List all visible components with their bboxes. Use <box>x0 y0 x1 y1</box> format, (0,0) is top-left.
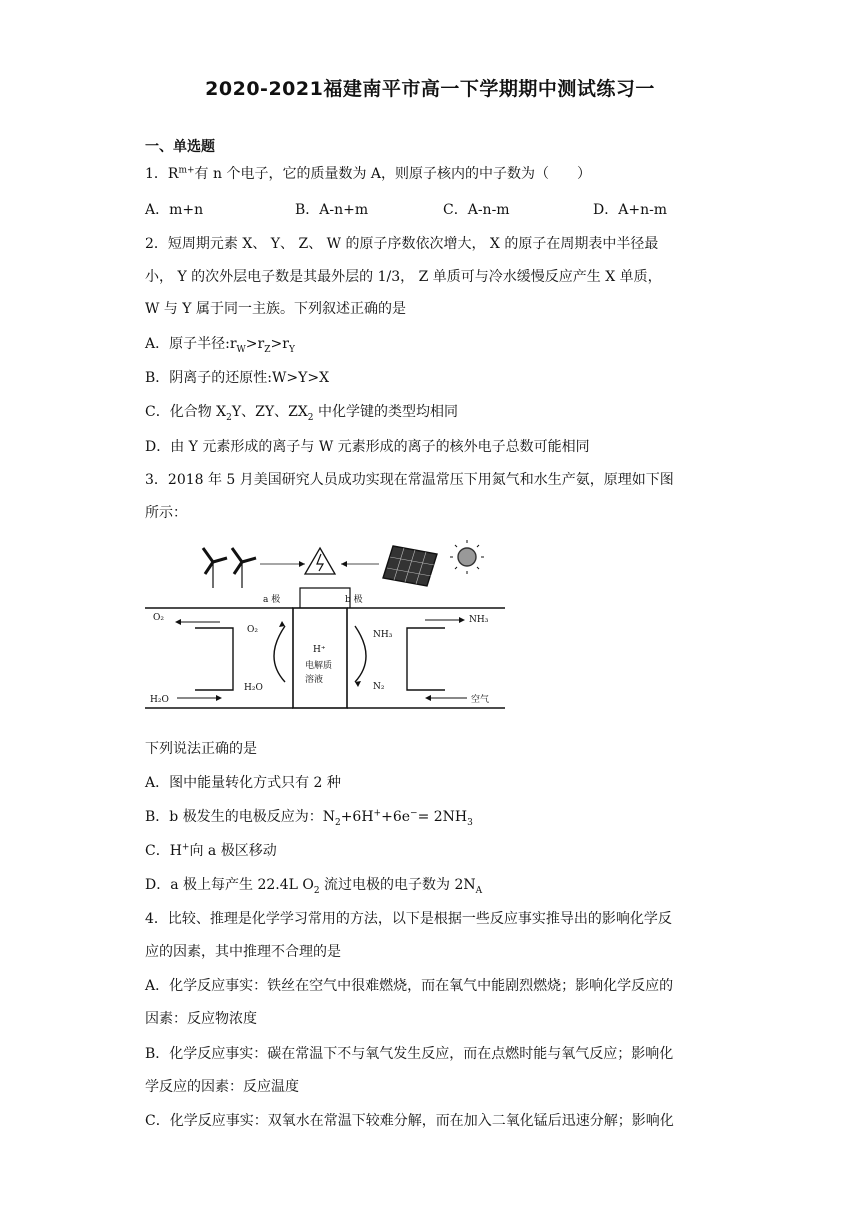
h-plus-label: H⁺ <box>313 645 326 655</box>
b-pole-label: b 极 <box>345 595 363 605</box>
sun-icon <box>450 540 484 574</box>
q4-option-a-line2: 因素：反应物浓度 <box>145 1011 257 1027</box>
h2o-in-label: H₂O <box>150 695 169 705</box>
q3-stem-line2: 所示： <box>145 505 187 521</box>
q3-option-d: D．a 极上每产生 22.4L $O_2$ 流过电极的电子数为 $2N_A$ <box>145 877 483 896</box>
q3-option-b: B．b 极发生的电极反应为：$N_2+6H^++6e^-= 2NH_3$ <box>145 808 473 828</box>
q1-option-b: B．A-n+m <box>295 202 369 218</box>
q1-option-c: C．A-n-m <box>443 202 510 218</box>
q4-option-a-line1: A．化学反应事实：铁丝在空气中很难燃烧，而在氧气中能剧烈燃烧；影响化学反应的 <box>145 978 674 994</box>
electrolyte-label-1: 电解质 <box>305 661 333 671</box>
q1-option-a: A．m+n <box>145 202 204 218</box>
q3-stem-line1: 3．2018 年 5 月美国研究人员成功实现在常温常压下用氮气和水生产氨，原理如下图 <box>145 472 674 488</box>
nh3-out-label: NH₃ <box>469 615 489 625</box>
solar-panel-icon <box>383 546 437 586</box>
q2-stem-line1: 2．短周期元素 X、 Y、 Z、 W 的原子序数依次增大， X 的原子在周期表中半径最 <box>145 236 659 252</box>
q3-option-a: A．图中能量转化方式只有 2 种 <box>145 775 341 791</box>
q3-option-c: C．H+向 a 极区移动 <box>145 842 277 859</box>
h2o-left-label: H₂O <box>244 683 263 693</box>
power-source-icon <box>305 548 335 574</box>
q2-option-a: A．原子半径$:r_W>r_Z>r_Y$ <box>145 336 295 355</box>
q4-option-c-line1: C．化学反应事实：双氧水在常温下较难分解，而在加入二氧化锰后迅速分解；影响化 <box>145 1113 674 1129</box>
q2-stem-line3: W 与 Y 属于同一主族。下列叙述正确的是 <box>145 301 406 317</box>
nh3-right-label: NH₃ <box>373 630 393 640</box>
o2-left-label: O₂ <box>247 625 258 635</box>
q2-stem-line2: 小， Y 的次外层电子数是其最外层的 1/3， Z 单质可与冷水缓慢反应产生 X 单质， <box>145 269 662 285</box>
a-pole-label: a 极 <box>263 595 281 605</box>
o2-out-label: O₂ <box>153 613 164 623</box>
page-title: 2020-2021福建南平市高一下学期期中测试练习一 <box>205 78 655 100</box>
question-1-stem: 1．$R^{m+}$有 n 个电子，它的质量数为 A，则原子核内的中子数为（ ） <box>145 165 592 182</box>
q4-option-b-line1: B．化学反应事实：碳在常温下不与氧气发生反应，而在点燃时能与氧气反应；影响化 <box>145 1046 674 1062</box>
wind-turbine-icon <box>203 548 256 588</box>
air-in-label: 空气 <box>471 695 490 705</box>
electrolyte-label-2: 溶液 <box>305 675 324 685</box>
electrolysis-diagram <box>145 540 505 720</box>
q2-option-b: B．阴离子的还原性:W>Y>X <box>145 370 330 386</box>
q2-option-c: C．化合物 $X_2Y$、ZY、$ZX_2$ 中化学键的类型均相同 <box>145 404 458 423</box>
q2-option-d: D．由 Y 元素形成的离子与 W 元素形成的离子的核外电子总数可能相同 <box>145 439 590 455</box>
q4-stem-line2: 应的因素，其中推理不合理的是 <box>145 944 341 960</box>
q3-prompt: 下列说法正确的是 <box>145 741 257 757</box>
q4-stem-line1: 4．比较、推理是化学学习常用的方法，以下是根据一些反应事实推导出的影响化学反 <box>145 911 672 927</box>
n2-right-label: N₂ <box>373 682 385 692</box>
q1-option-d: D．A+n-m <box>593 202 668 218</box>
q4-option-b-line2: 学反应的因素：反应温度 <box>145 1079 299 1095</box>
section-heading: 一、单选题 <box>145 139 215 155</box>
